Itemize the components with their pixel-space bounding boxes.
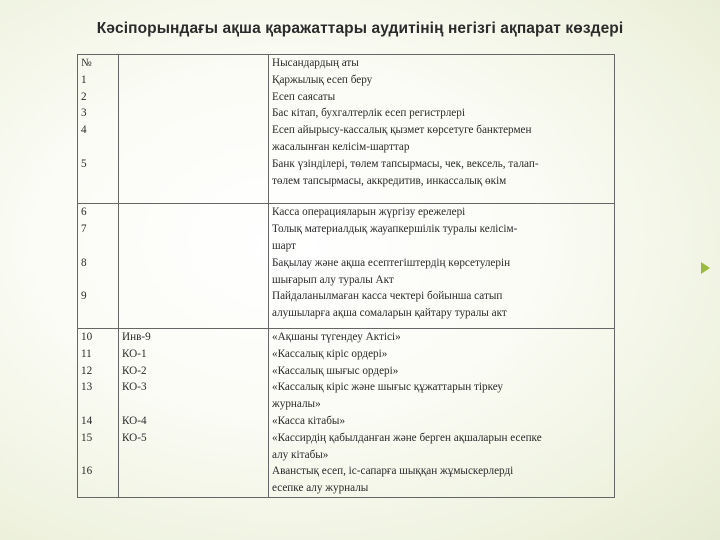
number-cell bbox=[78, 328, 119, 497]
number-cell-line bbox=[81, 139, 115, 156]
document-name-cell-line: «Ақшаны түгендеу Актісі» bbox=[272, 330, 401, 343]
document-name-cell-line: алушыларға ақша сомаларын қайтару туралы акт bbox=[272, 307, 507, 320]
sources-table bbox=[77, 54, 615, 498]
document-name-cell-line: Есеп айырысу-кассалық қызмет көрсетуге банктермен bbox=[272, 124, 532, 137]
document-name-cell-line: шығарып алу туралы Акт bbox=[272, 273, 394, 286]
document-name-cell-line: Есеп саясаты bbox=[272, 90, 336, 103]
number-cell-line: 3 bbox=[81, 107, 87, 120]
document-name-cell-line: «Кассирдің қабылданған және берген ақшаларын есепке bbox=[272, 431, 542, 444]
number-cell-line: 4 bbox=[81, 124, 87, 137]
number-cell-line: 8 bbox=[81, 256, 87, 269]
document-name-cell bbox=[269, 328, 615, 497]
number-cell-line: 13 bbox=[81, 381, 93, 394]
form-code-cell-line: КО-4 bbox=[122, 414, 147, 427]
document-name-cell-line: Нысандардың аты bbox=[272, 57, 359, 69]
form-code-cell-line: КО-2 bbox=[122, 364, 147, 377]
document-name-cell-line: Бас кітап, бухгалтерлік есеп регистрлері bbox=[272, 107, 465, 120]
document-name-cell-line: шарт bbox=[272, 239, 296, 252]
form-code-cell bbox=[119, 328, 269, 497]
number-cell bbox=[78, 204, 119, 329]
number-cell-line: 9 bbox=[81, 290, 87, 303]
document-name-cell-line: Банк үзінділері, төлем тапсырмасы, чек, вексель, талап- bbox=[272, 157, 539, 170]
number-cell-line: 14 bbox=[81, 414, 93, 427]
document-name-cell-line: төлем тапсырмасы, аккредитив, инкассалық өкім bbox=[272, 174, 507, 187]
document-name-cell-line: «Кассалық кіріс ордері» bbox=[272, 347, 388, 360]
number-cell-line: 6 bbox=[81, 206, 87, 219]
form-code-cell bbox=[119, 55, 269, 204]
number-cell-line: № bbox=[81, 57, 92, 69]
document-name-cell-line: «Кассалық кіріс және шығыс құжаттарын тіркеу bbox=[272, 381, 504, 394]
document-name-cell-line: журналы» bbox=[272, 398, 321, 411]
table-row bbox=[78, 328, 615, 497]
number-cell-line: 1 bbox=[81, 73, 87, 86]
number-cell-line: 10 bbox=[81, 330, 93, 343]
next-arrow-icon[interactable] bbox=[701, 262, 710, 274]
form-code-cell-line bbox=[122, 396, 265, 413]
number-cell-line bbox=[81, 238, 115, 255]
document-name-cell bbox=[269, 55, 615, 204]
table-row bbox=[78, 55, 615, 204]
form-code-cell bbox=[119, 204, 269, 329]
document-name-cell bbox=[269, 204, 615, 329]
number-cell-line: 15 bbox=[81, 431, 93, 444]
number-cell-line bbox=[81, 396, 115, 413]
number-cell-line: 11 bbox=[81, 347, 92, 360]
document-name-cell-line: «Кассалық шығыс ордері» bbox=[272, 364, 399, 377]
document-name-cell-line: Қаржылық есеп беру bbox=[272, 73, 373, 86]
number-cell bbox=[78, 55, 119, 204]
document-name-cell-line: алу кітабы» bbox=[272, 448, 329, 461]
number-cell-line: 12 bbox=[81, 364, 93, 377]
form-code-cell-line: Инв-9 bbox=[122, 330, 151, 343]
form-code-cell-line: КО-1 bbox=[122, 347, 147, 360]
document-name-cell-line: «Касса кітабы» bbox=[272, 414, 346, 427]
document-name-cell-line: Аванстық есеп, іс-сапарға шыққан жұмыскерлерді bbox=[272, 465, 514, 478]
document-name-cell-line: Толық материалдық жауапкершілік туралы келісім- bbox=[272, 223, 518, 236]
number-cell-line bbox=[81, 272, 115, 289]
form-code-cell-line: КО-3 bbox=[122, 381, 147, 394]
number-cell-line: 2 bbox=[81, 90, 87, 103]
number-cell-line: 16 bbox=[81, 465, 93, 478]
document-name-cell-line: Касса операцияларын жүргізу ережелері bbox=[272, 206, 466, 219]
number-cell-line: 5 bbox=[81, 157, 87, 170]
document-name-cell-line: Бақылау және ақша есептегіштердің көрсетулерін bbox=[272, 256, 511, 269]
number-cell-line bbox=[81, 447, 115, 464]
document-name-cell-line: Пайдаланылмаған касса чектері бойынша сатып bbox=[272, 290, 503, 303]
form-code-cell-line: КО-5 bbox=[122, 431, 147, 444]
document-name-cell-line: жасалынған келісім-шарттар bbox=[272, 140, 410, 153]
page-title: Кәсіпорындағы ақша қаражаттары аудитінің негізгі ақпарат көздері bbox=[96, 20, 624, 37]
number-cell-line: 7 bbox=[81, 223, 87, 236]
table-row bbox=[78, 204, 615, 329]
document-name-cell-line: есепке алу журналы bbox=[272, 482, 369, 495]
